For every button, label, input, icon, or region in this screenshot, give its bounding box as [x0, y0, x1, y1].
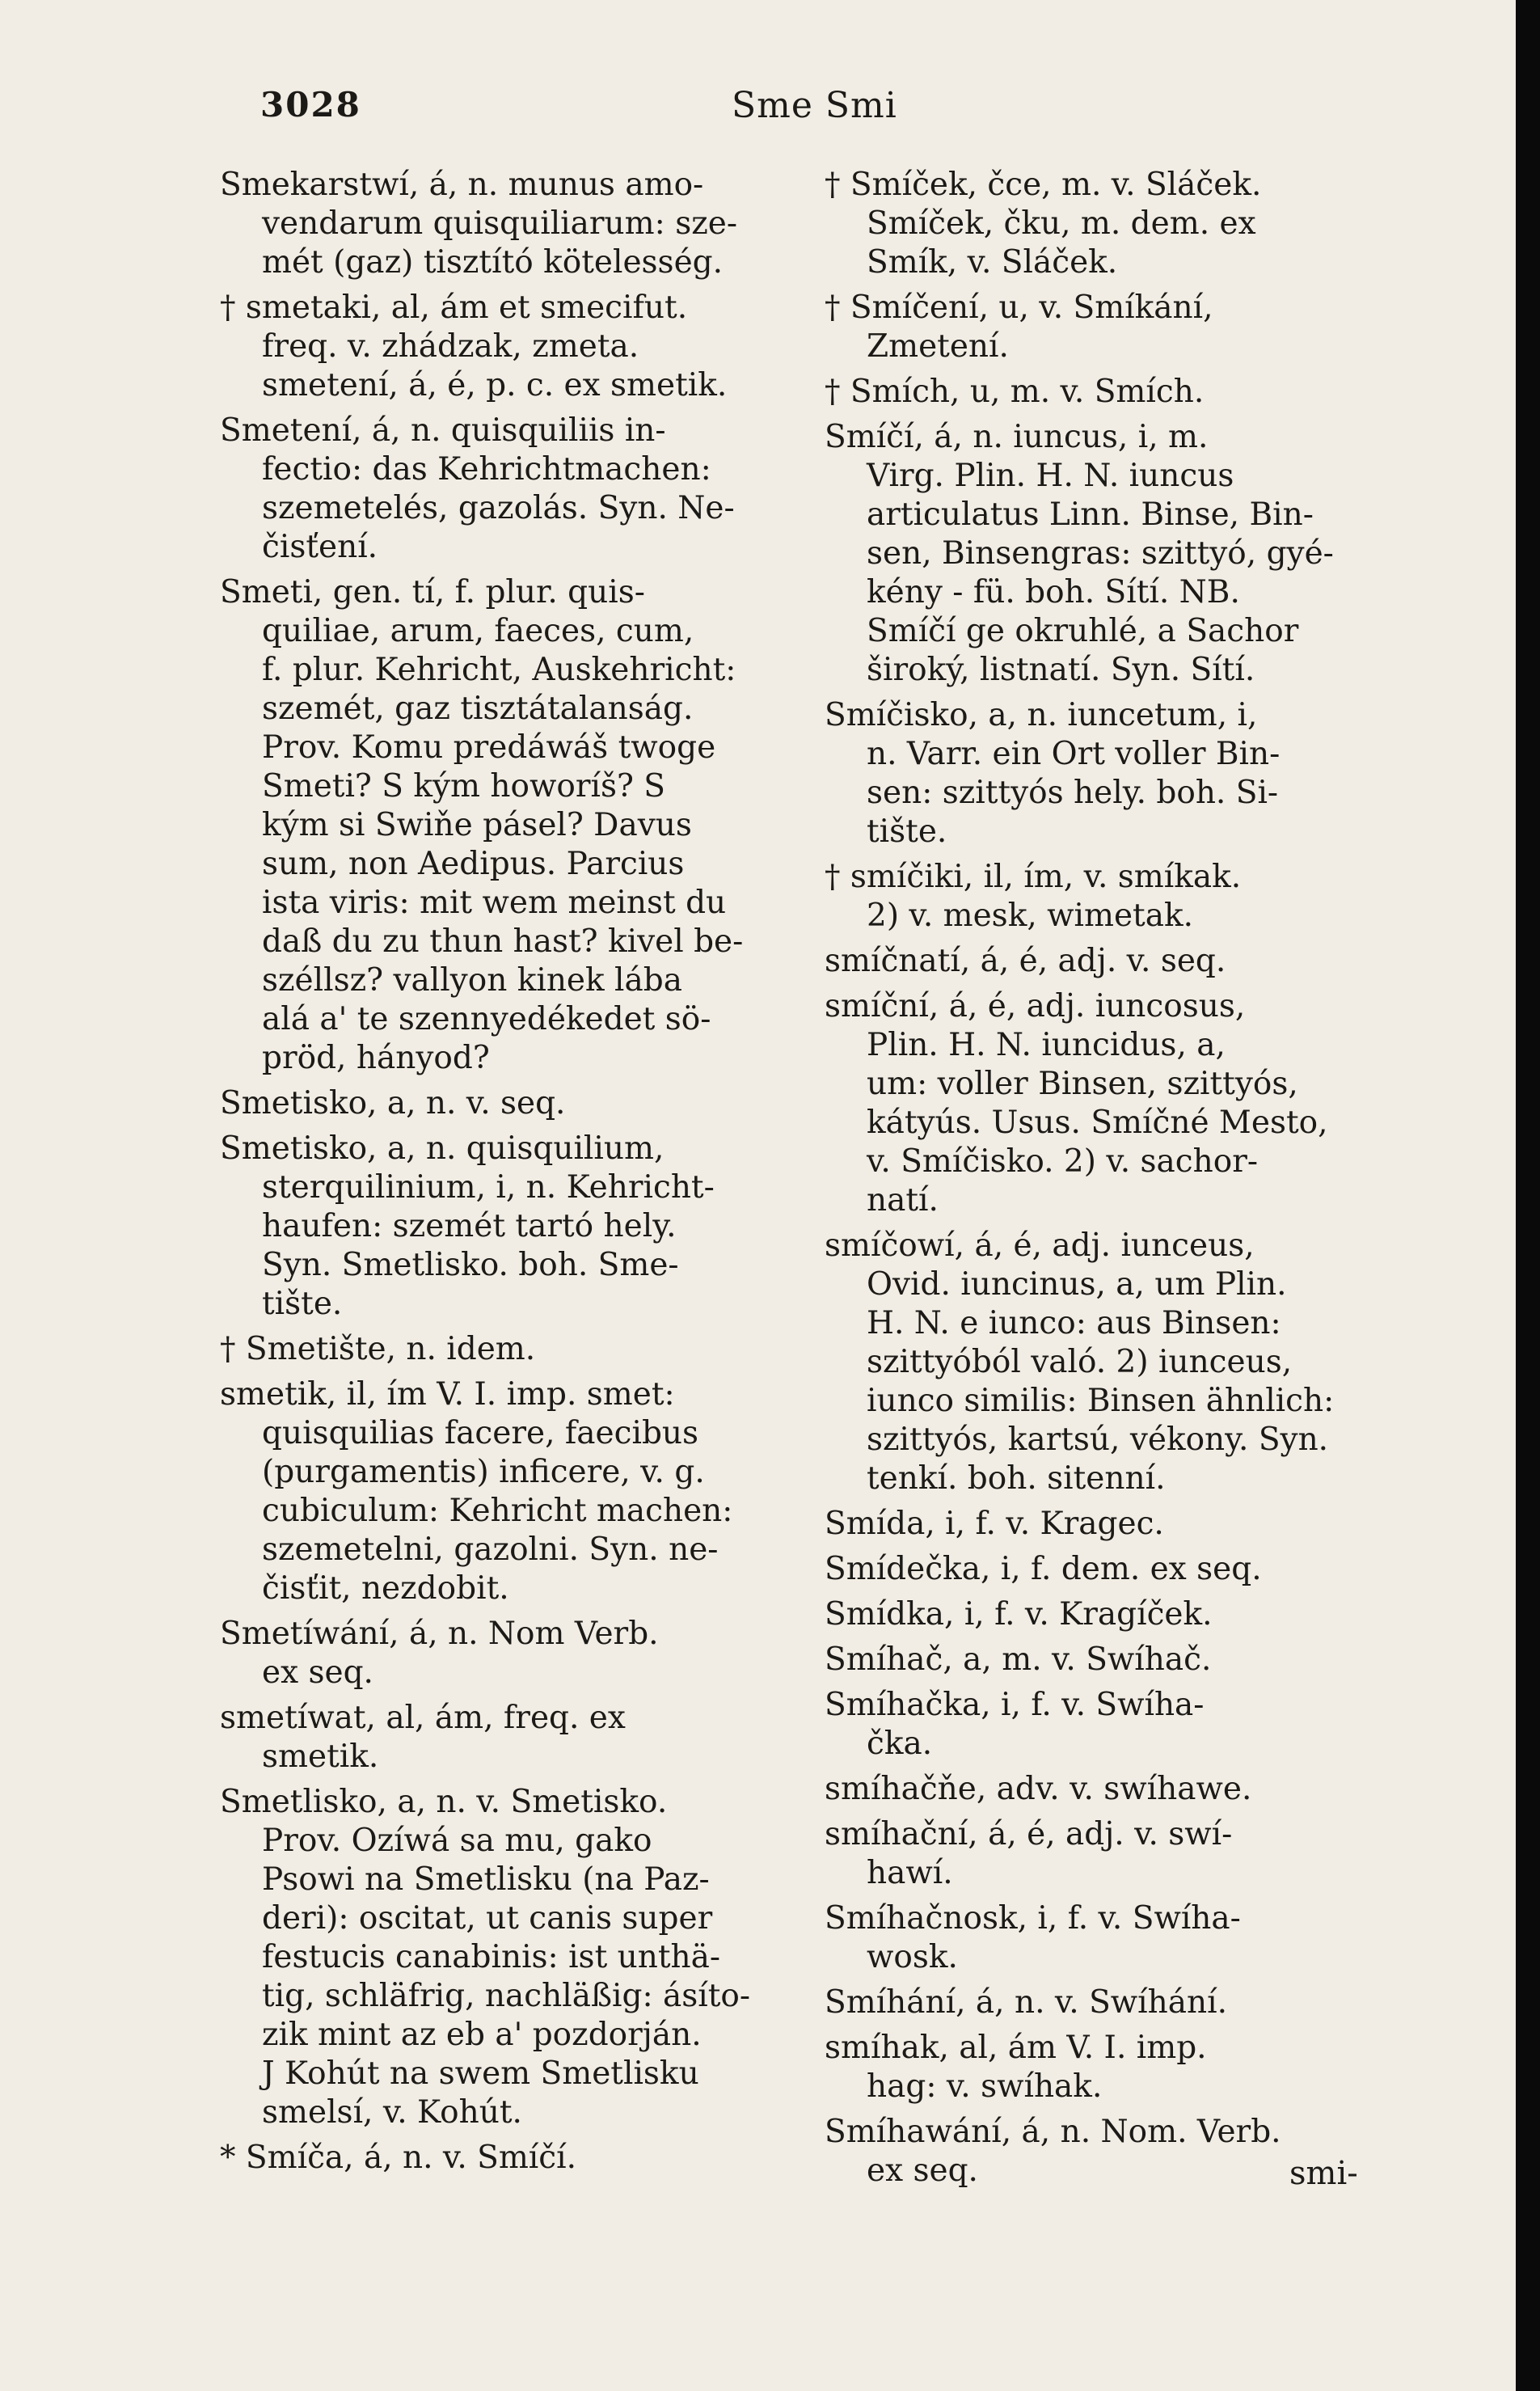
entry-line: Virg. Plin. H. N. iuncus: [867, 458, 1234, 494]
entry-line: tište.: [867, 813, 947, 850]
entry-line: natí.: [867, 1182, 939, 1219]
dictionary-entry: [825, 1227, 1419, 1498]
entry-headline: Smeti, gen. tí, f. plur. quis-: [220, 574, 645, 610]
entry-line: kátyús. Usus. Smíčné Mesto,: [867, 1105, 1328, 1141]
entry-line: vendarum quisquiliarum: sze-: [262, 205, 738, 242]
entry-line: quisquilias facere, faecibus: [262, 1415, 699, 1451]
entry-line: ex seq.: [867, 2152, 978, 2189]
entry-headline: smetik, il, ím V. I. imp. smet:: [220, 1376, 675, 1413]
entry-line: Smíčí ge okruhlé, a Sachor: [867, 613, 1299, 649]
dictionary-entry: [825, 166, 1419, 282]
entry-headline: † Smetište, n. idem.: [220, 1331, 536, 1367]
entry-line: sen, Binsengras: szittyó, gyé-: [867, 535, 1334, 572]
dictionary-entry: [825, 1641, 1419, 1679]
entry-line: Smíček, čku, m. dem. ex: [867, 205, 1256, 242]
entry-line: Syn. Smetlisko. boh. Sme-: [262, 1247, 679, 1283]
entry-headline: † smíčiki, il, ím, v. smíkak.: [825, 859, 1242, 895]
dictionary-entry: [825, 1595, 1419, 1634]
entry-headline: † smetaki, al, ám et smecifut.: [220, 289, 688, 326]
entry-headline: † Smích, u, m. v. Smích.: [825, 374, 1205, 410]
dictionary-entry: [220, 1375, 798, 1608]
entry-headline: Smíhač, a, m. v. Swíhač.: [825, 1641, 1212, 1678]
entry-line: Smeti? S kým howoríš? S: [262, 768, 666, 805]
dictionary-entry: [825, 289, 1419, 366]
entry-headline: † Smíček, čce, m. v. Sláček.: [825, 167, 1262, 203]
entry-line: zik mint az eb a' pozdorján.: [262, 2017, 702, 2053]
entry-line: deri): oscitat, ut canis super: [262, 1900, 713, 1937]
entry-headline: smíčnatí, á, é, adj. v. seq.: [825, 943, 1226, 979]
entry-headline: * Smíča, á, n. v. Smíčí.: [220, 2140, 576, 2176]
entry-headline: Smída, i, f. v. Kragec.: [825, 1506, 1164, 1542]
entry-line: freq. v. zhádzak, zmeta.: [262, 328, 639, 365]
entry-line: smelsí, v. Kohút.: [262, 2094, 522, 2131]
entry-line: szemetelni, gazolni. Syn. ne-: [262, 1531, 719, 1568]
entry-line: cubiculum: Kehricht machen:: [262, 1493, 733, 1529]
entry-line: mét (gaz) tisztító kötelesség.: [262, 244, 724, 281]
entry-line: ex seq.: [262, 1654, 373, 1691]
dictionary-entry: [825, 1983, 1419, 2022]
entry-line: Psowi na Smetlisku (na Paz-: [262, 1861, 710, 1898]
entry-line: fectio: das Kehrichtmachen:: [262, 451, 711, 488]
entry-headline: smíčowí, á, é, adj. iunceus,: [825, 1227, 1255, 1264]
dictionary-entry: [220, 1130, 798, 1324]
entry-line: v. Smíčisko. 2) v. sachor-: [867, 1143, 1259, 1180]
entry-line: kým si Swiňe pásel? Davus: [262, 807, 692, 843]
entry-line: H. N. e iunco: aus Binsen:: [867, 1305, 1281, 1341]
entry-line: smetení, á, é, p. c. ex smetik.: [262, 367, 728, 403]
entry-line: um: voller Binsen, szittyós,: [867, 1066, 1298, 1102]
dictionary-entry: [825, 942, 1419, 981]
entry-line: hawí.: [867, 1855, 953, 1891]
entry-line: festucis canabinis: ist unthä-: [262, 1939, 721, 1975]
entry-headline: Smíhačka, i, f. v. Swíha-: [825, 1687, 1205, 1723]
entry-line: szemét, gaz tisztátalanság.: [262, 691, 694, 727]
dictionary-entry: [220, 1330, 798, 1369]
dictionary-entry: [825, 1899, 1419, 1977]
entry-headline: † Smíčení, u, v. Smíkání,: [825, 289, 1213, 326]
entry-line: sterquilinium, i, n. Kehricht-: [262, 1169, 715, 1206]
catchword: smi-: [1289, 2155, 1358, 2192]
entry-line: široký, listnatí. Syn. Sítí.: [867, 652, 1255, 688]
entry-headline: Smíhání, á, n. v. Swíhání.: [825, 1984, 1228, 2021]
entry-headline: Smídečka, i, f. dem. ex seq.: [825, 1551, 1262, 1587]
dictionary-entry: [220, 2139, 798, 2178]
right-column: [825, 166, 1419, 2197]
entry-line: kény - fü. boh. Sítí. NB.: [867, 574, 1240, 610]
entry-headline: Smetisko, a, n. v. seq.: [220, 1085, 566, 1122]
dictionary-entry: [220, 1084, 798, 1123]
entry-line: Plin. H. N. iuncidus, a,: [867, 1027, 1226, 1063]
entry-line: Prov. Komu predáwáš twoge: [262, 729, 716, 766]
dictionary-entry: [220, 1783, 798, 2132]
dictionary-entry: [825, 373, 1419, 412]
entry-line: szittyós, kartsú, vékony. Syn.: [867, 1422, 1329, 1458]
left-column: [220, 166, 798, 2184]
dictionary-entry: [825, 1505, 1419, 1544]
entry-headline: Smetíwání, á, n. Nom Verb.: [220, 1616, 659, 1652]
entry-line: quiliae, arum, faeces, cum,: [262, 613, 694, 649]
entry-headline: Smetisko, a, n. quisquilium,: [220, 1130, 665, 1167]
entry-line: articulatus Linn. Binse, Bin-: [867, 496, 1314, 533]
entry-headline: Smetlisko, a, n. v. Smetisko.: [220, 1784, 668, 1820]
entry-line: sen: szittyós hely. boh. Si-: [867, 775, 1279, 811]
entry-line: haufen: szemét tartó hely.: [262, 1208, 677, 1244]
dictionary-entry: [220, 412, 798, 567]
entry-line: iunco similis: Binsen ähnlich:: [867, 1383, 1335, 1419]
entry-line: széllsz? vallyon kinek lába: [262, 962, 682, 999]
entry-line: n. Varr. ein Ort voller Bin-: [867, 736, 1281, 772]
dictionary-entry: [825, 987, 1419, 1220]
dictionary-entry: [220, 573, 798, 1078]
dictionary-entry: [220, 166, 798, 282]
entry-headline: smetíwat, al, ám, freq. ex: [220, 1700, 626, 1736]
entry-line: alá a' te szennyedékedet sö-: [262, 1001, 711, 1037]
entry-line: tig, schläfrig, nachläßig: ásíto-: [262, 1978, 751, 2014]
entry-line: tenkí. boh. sitenní.: [867, 1460, 1166, 1497]
entry-line: f. plur. Kehricht, Auskehricht:: [262, 652, 736, 688]
entry-line: čisťení.: [262, 529, 378, 565]
dictionary-entry: [220, 1699, 798, 1776]
dictionary-entry: [825, 2029, 1419, 2106]
dictionary-entry: [825, 1770, 1419, 1809]
entry-line: wosk.: [867, 1939, 958, 1975]
entry-line: tište.: [262, 1286, 343, 1322]
entry-line: daß du zu thun hast? kivel be-: [262, 923, 744, 960]
entry-headline: Smíhačnosk, i, f. v. Swíha-: [825, 1900, 1241, 1937]
entry-headline: Smíčí, á, n. iuncus, i, m.: [825, 419, 1209, 455]
entry-line: pröd, hányod?: [262, 1040, 490, 1076]
entry-line: smetik.: [262, 1738, 379, 1775]
entry-headline: smíhak, al, ám V. I. imp.: [825, 2030, 1207, 2066]
page-number: 3028: [260, 85, 361, 125]
entry-line: szemetelés, gazolás. Syn. Ne-: [262, 490, 735, 526]
entry-line: (purgamentis) inficere, v. g.: [262, 1454, 705, 1490]
entry-headline: Smetení, á, n. quisquiliis in-: [220, 412, 666, 449]
entry-line: Prov. Ozíwá sa mu, gako: [262, 1823, 652, 1859]
entry-line: 2) v. mesk, wimetak.: [867, 898, 1193, 934]
entry-headline: Smíhawání, á, n. Nom. Verb.: [825, 2114, 1281, 2150]
headword-range: Sme Smi: [732, 85, 897, 126]
dictionary-entry: [825, 1686, 1419, 1764]
dictionary-entry: [825, 418, 1419, 690]
dictionary-entry: [825, 1550, 1419, 1589]
entry-headline: Smíčisko, a, n. iuncetum, i,: [825, 697, 1258, 733]
entry-line: Ovid. iuncinus, a, um Plin.: [867, 1266, 1287, 1303]
dictionary-entry: [220, 289, 798, 405]
entry-line: Smík, v. Sláček.: [867, 244, 1118, 281]
entry-headline: smíhační, á, é, adj. v. swí-: [825, 1816, 1233, 1852]
entry-line: čka.: [867, 1726, 933, 1762]
dictionary-entry: [825, 858, 1419, 936]
running-header: [0, 85, 1516, 142]
entry-headline: smíhačňe, adv. v. swíhawe.: [825, 1771, 1252, 1807]
entry-line: hag: v. swíhak.: [867, 2068, 1103, 2105]
entry-headline: Smekarstwí, á, n. munus amo-: [220, 167, 704, 203]
entry-line: sum, non Aedipus. Parcius: [262, 846, 685, 882]
dictionary-entry: [220, 1615, 798, 1692]
entry-line: ista viris: mit wem meinst du: [262, 885, 727, 921]
entry-line: čisťit, nezdobit.: [262, 1570, 509, 1607]
entry-line: J Kohút na swem Smetlisku: [262, 2055, 699, 2092]
entry-headline: smíční, á, é, adj. iuncosus,: [825, 988, 1246, 1024]
entry-line: szittyóból való. 2) iunceus,: [867, 1344, 1293, 1380]
dictionary-entry: [825, 1815, 1419, 1893]
entry-headline: Smídka, i, f. v. Kragíček.: [825, 1596, 1213, 1633]
dictionary-entry: [825, 696, 1419, 851]
entry-line: Zmetení.: [867, 328, 1009, 365]
